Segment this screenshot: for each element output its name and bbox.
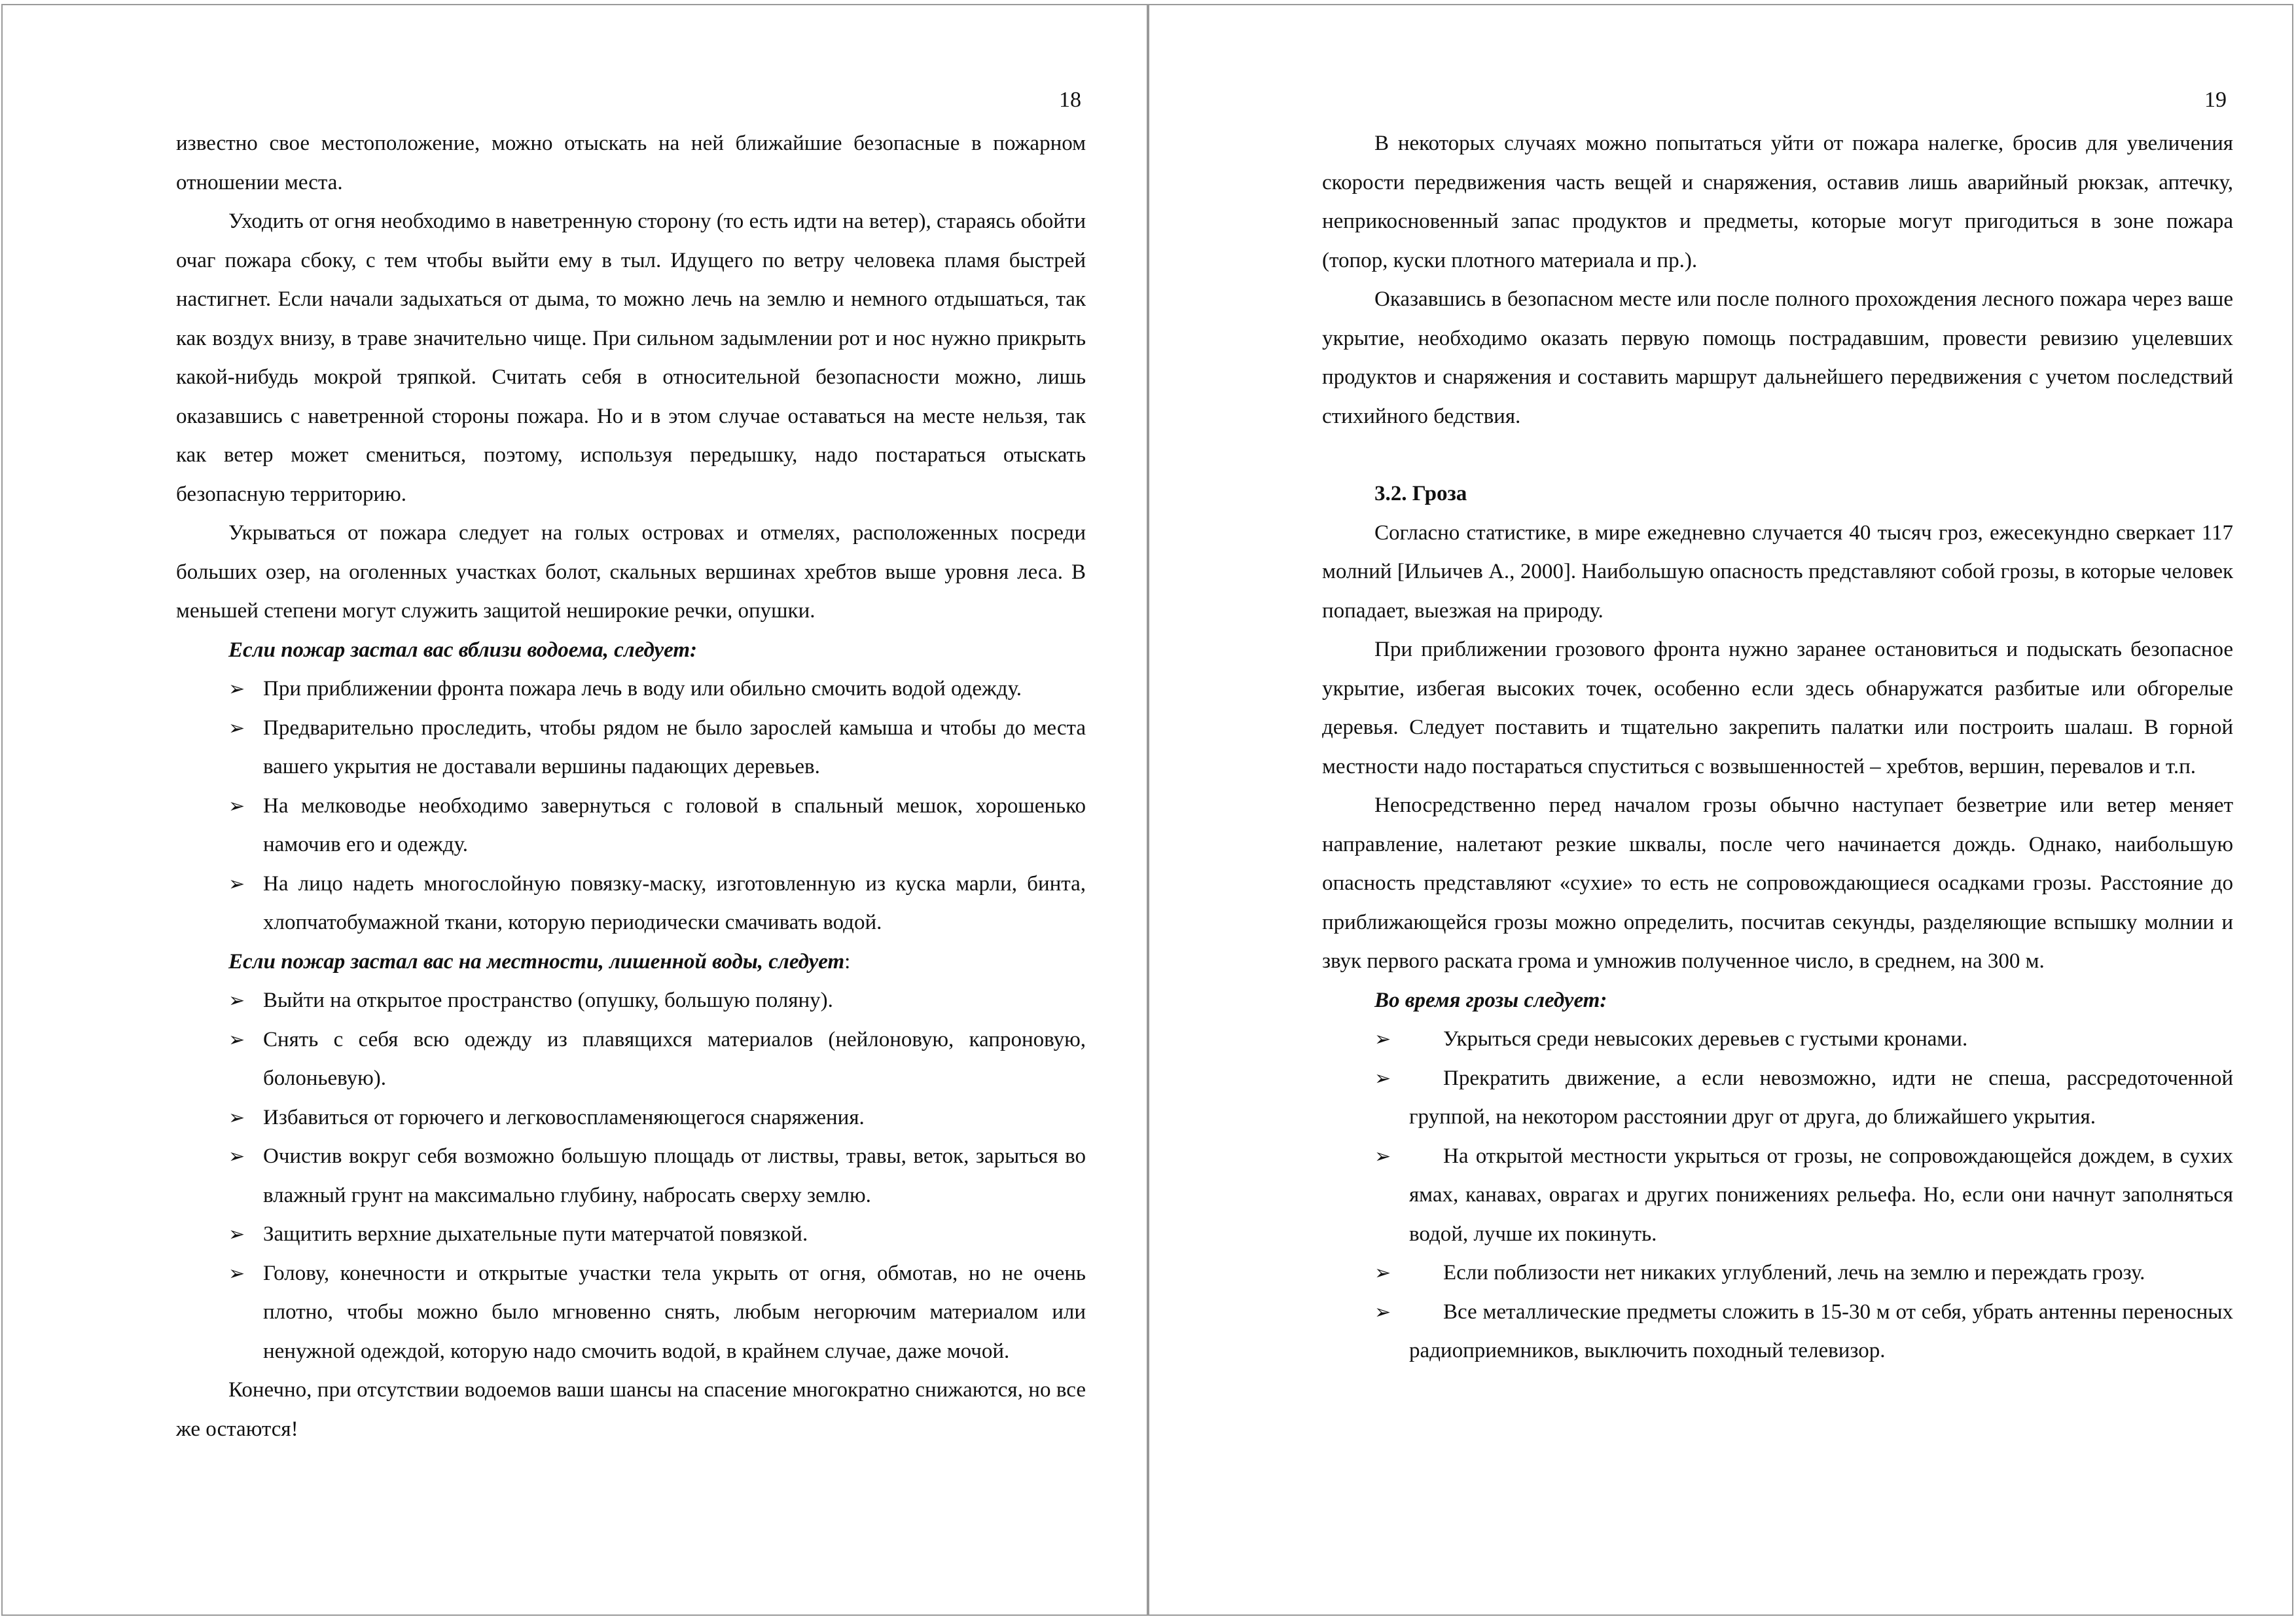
list-item: ➢ На лицо надеть многослойную повязку-маску, изготовленную из куска марли, бинта, хлопчатобумажной ткани, которую периодически смачивать водой. <box>176 865 1086 943</box>
arrow-bullet-icon: ➢ <box>228 794 245 818</box>
page-19 <box>1148 4 2293 1616</box>
paragraph: Укрываться от пожара следует на голых островах и отмелях, расположенных посреди больших озер, на оголенных участках болот, скальных вершинах хребтов выше уровня леса. В меньшей степени могут служить защитой неширокие речки, опушки. <box>176 521 1086 623</box>
arrow-bullet-icon: ➢ <box>228 1106 245 1129</box>
paragraph: В некоторых случаях можно попытаться уйти от пожара налегке, бросив для увеличения скорости передвижения часть вещей и снаряжения, оставив лишь аварийный рюкзак, аптечку, неприкосновенный запас продуктов и предметы, которые могут пригодиться в зоне пожара (топор, куски плотного материала и пр.). <box>1322 132 2233 272</box>
page-18 <box>1 4 1148 1616</box>
arrow-bullet-icon: ➢ <box>228 1262 245 1285</box>
bullet-list <box>228 670 1086 943</box>
paragraph: Согласно статистике, в мире ежедневно случается 40 тысяч гроз, ежесекундно сверкает 117 молний [Ильичев А., 2000]. Наибольшую опасность представляют собой грозы, в которые человек попадает, выезжая на природу. <box>1322 520 2233 623</box>
list-item: ➢ Укрыться среди невысоких деревьев с густыми кронами. <box>1322 1020 2233 1059</box>
section-heading: 3.2. Гроза <box>1374 482 1467 505</box>
list-item: ➢ Снять с себя всю одежду из плавящихся материалов (нейлоновую, капроновую, болоньевую). <box>176 1021 1086 1099</box>
paragraph: известно свое местоположение, можно отыскать на ней ближайшие безопасные в пожарном отношении места. <box>176 132 1086 194</box>
paragraph: Непосредственно перед началом грозы обычно наступает безветрие или ветер меняет направление, налетают резкие шквалы, после чего начинается дождь. Однако, наибольшую опасность представляют «сухие» то есть не сопровождающиеся осадками грозы. Расстояние до приближающейся грозы можно определить, посчитав секунды, разделяющие вспышку молнии и звук первого раската грома и умножив полученное число, в среднем, на 300 м. <box>1322 793 2233 973</box>
list-item: ➢ Все металлические предметы сложить в 15-30 м от себя, убрать антенны переносных радиоприемников, выключить походный телевизор. <box>1322 1293 2233 1371</box>
list-item: ➢ Защитить верхние дыхательные пути матерчатой повязкой. <box>176 1215 1086 1254</box>
bullet-list <box>228 981 1086 1371</box>
arrow-bullet-icon: ➢ <box>228 716 245 740</box>
page-number: 18 <box>1059 88 1081 112</box>
list-item: ➢ Прекратить движение, а если невозможно, идти не спеша, рассредоточенной группой, на некотором расстоянии друг от друга, до ближайшего укрытия. <box>1322 1059 2233 1137</box>
paragraph: Оказавшись в безопасном месте или после полного прохождения лесного пожара через ваше укрытие, необходимо оказать первую помощь пострадавшим, провести ревизию уцелевших продуктов и снаряжения и составить маршрут дальнейшего передвижения с учетом последствий стихийного бедствия. <box>1322 287 2233 428</box>
arrow-bullet-icon: ➢ <box>1374 1028 1391 1051</box>
arrow-bullet-icon: ➢ <box>1374 1144 1391 1168</box>
paragraph: Уходить от огня необходимо в наветренную сторону (то есть идти на ветер), стараясь обойти очаг пожара сбоку, с тем чтобы выйти ему в тыл. Идущего по ветру человека пламя быстрей настигнет. Если начали задыхаться от дыма, то можно лечь на землю и немного отдышаться, так как воздух внизу, в траве значительно чище. При сильном задымлении рот и нос нужно прикрыть какой-нибудь мокрой тряпкой. Считать себя в относительной безопасности можно, лишь оказавшись с наветренной стороны пожара. Но и в этом случае оставаться на месте нельзя, так как ветер может смениться, поэтому, используя передышку, надо постараться отыскать безопасную территорию. <box>176 210 1086 506</box>
arrow-bullet-icon: ➢ <box>228 678 245 701</box>
bullet-list <box>1374 1020 2233 1371</box>
list-heading: Во время грозы следует: <box>1374 988 1607 1012</box>
spacer <box>1322 436 2233 475</box>
page-number: 19 <box>2204 88 2227 112</box>
list-item: ➢ Предварительно проследить, чтобы рядом не было зарослей камыша и чтобы до места вашего укрытия не доставали вершины падающих деревьев. <box>176 709 1086 787</box>
list-item: ➢ Голову, конечности и открытые участки тела укрыть от огня, обмотав, но не очень плотно, чтобы можно было мгновенно снять, любым негорючим материалом или ненужной одеждой, которую надо смочить водой, в крайнем случае, даже мочой. <box>176 1254 1086 1372</box>
arrow-bullet-icon: ➢ <box>228 1223 245 1246</box>
list-item: ➢ На мелководье необходимо завернуться с головой в спальный мешок, хорошенько намочив его и одежду. <box>176 787 1086 865</box>
arrow-bullet-icon: ➢ <box>228 1028 245 1051</box>
arrow-bullet-icon: ➢ <box>1374 1300 1391 1324</box>
page-body <box>176 124 1086 1449</box>
paragraph: При приближении грозового фронта нужно заранее остановиться и подыскать безопасное укрытие, избегая высоких точек, особенно если здесь обнаружатся разбитые или обгорелые деревья. Следует поставить и тщательно закрепить палатки или построить шалаш. В горной местности надо постараться спуститься с возвышенностей – хребтов, вершин, перевалов и т.п. <box>1322 638 2233 778</box>
paragraph: Конечно, при отсутствии водоемов ваши шансы на спасение многократно снижаются, но все же остаются! <box>176 1378 1086 1441</box>
list-item: ➢ При приближении фронта пожара лечь в воду или обильно смочить водой одежду. <box>176 670 1086 709</box>
page-body <box>1322 124 2233 1371</box>
arrow-bullet-icon: ➢ <box>1374 1067 1391 1090</box>
arrow-bullet-icon: ➢ <box>228 872 245 896</box>
list-heading: Если пожар застал вас вблизи водоема, следует: <box>228 638 698 662</box>
arrow-bullet-icon: ➢ <box>228 1145 245 1168</box>
list-item: ➢ Очистив вокруг себя возможно большую площадь от листвы, травы, веток, зарыться во влажный грунт на максимально глубину, набросать сверху землю. <box>176 1137 1086 1215</box>
list-item: ➢ Избавиться от горючего и легковоспламеняющегося снаряжения. <box>176 1099 1086 1138</box>
list-item: ➢ Если поблизости нет никаких углублений, лечь на землю и переждать грозу. <box>1322 1254 2233 1293</box>
list-item: ➢ Выйти на открытое пространство (опушку, большую поляну). <box>176 981 1086 1021</box>
list-item: ➢ На открытой местности укрыться от грозы, не сопровождающейся дождем, в сухих ямах, канавах, оврагах и других понижениях рельефа. Но, если они начнут заполняться водой, лучше их покинуть. <box>1322 1137 2233 1254</box>
list-heading: Если пожар застал вас на местности, лишенной воды, следует: <box>228 949 851 974</box>
arrow-bullet-icon: ➢ <box>1374 1262 1391 1285</box>
arrow-bullet-icon: ➢ <box>228 989 245 1012</box>
